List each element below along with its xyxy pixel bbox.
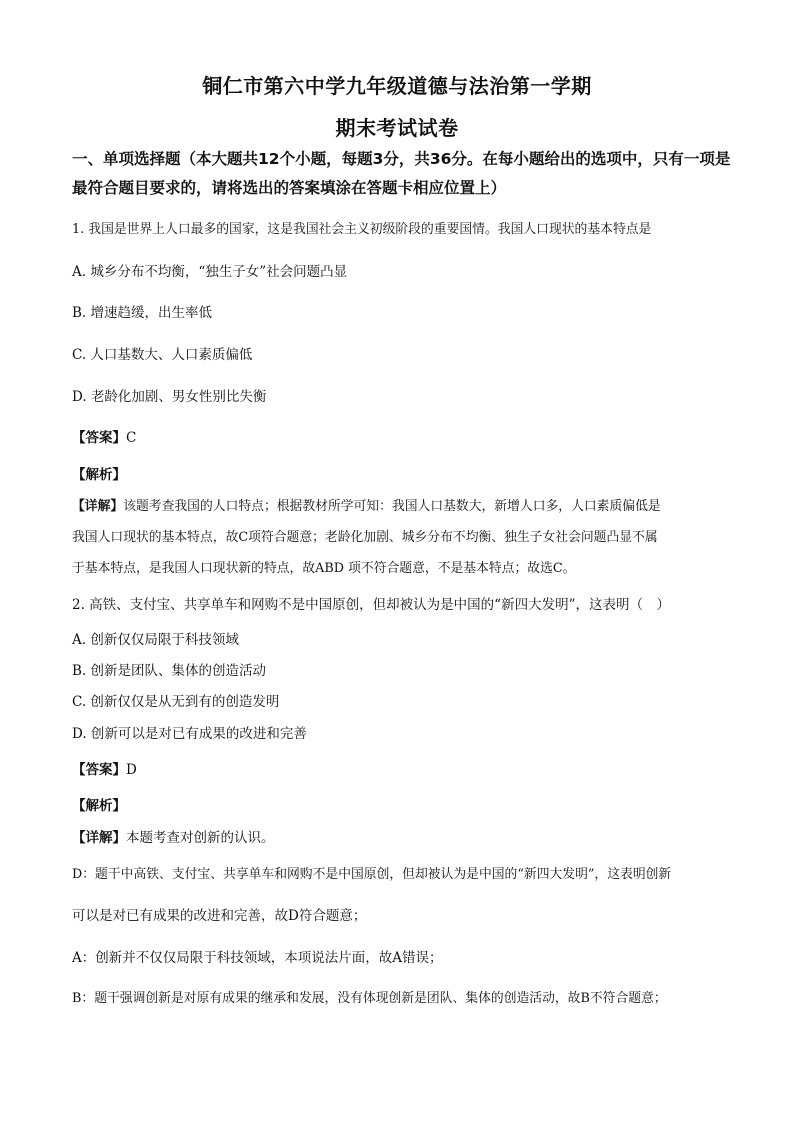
- document-title-line1: 铜仁市第六中学九年级道德与法治第一学期: [202, 74, 592, 98]
- question-1-option-d: D. 老龄化加剧、男女性别比失衡: [72, 389, 267, 405]
- question-2-detail-line-3: A：创新并不仅仅局限于科技领域，本项说法片面，故A错误；: [72, 950, 443, 966]
- analysis-tag: 【解析】: [72, 467, 126, 483]
- question-1-option-b: B. 增速趋缓，出生率低: [72, 305, 213, 321]
- question-1-answer: [72, 426, 136, 446]
- question-1-detail-line-2: 我国人口现状的基本特点，故C项符合题意；老龄化加剧、城乡分布不均衡、独生子女社会问题凸显不属: [72, 530, 658, 545]
- detail-text: 本题考查对创新的认识。: [126, 830, 275, 846]
- question-2-detail-intro: [72, 826, 275, 846]
- answer-value: D: [126, 762, 137, 778]
- question-2-option-b: B. 创新是团队、集体的创造活动: [72, 663, 267, 679]
- document-title-line2: 期末考试试卷: [335, 116, 459, 140]
- question-2-answer: [72, 758, 137, 778]
- question-2-option-c: C. 创新仅仅是从无到有的创造发明: [72, 694, 280, 710]
- answer-value: C: [126, 430, 137, 446]
- section-heading: 一、单项选择题（本大题共12个小题，每题3分，共36分。在每小题给出的选项中，只有一项是最符合题目要求的，请将选出的答案填涂在答题卡相应位置上）: [72, 150, 731, 197]
- detail-tag: 【详解】: [72, 830, 126, 846]
- question-2-analysis-tag: [72, 794, 126, 814]
- detail-tag: 【详解】: [72, 499, 124, 514]
- question-1-option-a: A. 城乡分布不均衡，“独生子女”社会问题凸显: [72, 264, 348, 280]
- answer-tag: 【答案】: [72, 762, 126, 778]
- question-2-option-d: D. 创新可以是对已有成果的改进和完善: [72, 726, 307, 742]
- question-1-option-c: C. 人口基数大、人口素质偏低: [72, 347, 253, 363]
- question-2-detail-line-1: D：题干中高铁、支付宝、共享单车和网购不是中国原创，但却被认为是中国的“新四大发明”，这表明创新: [72, 867, 672, 882]
- question-1-detail-line-3: 于基本特点，是我国人口现状新的特点，故ABD 项不符合题意，不是基本特点；故选C。: [72, 561, 576, 576]
- question-2-stem: 2. 高铁、支付宝、共享单车和网购不是中国原创，但却被认为是中国的“新四大发明”，这表明（ ）: [72, 597, 670, 613]
- question-1-stem: 1. 我国是世界上人口最多的国家，这是我国社会主义初级阶段的重要国情。我国人口现状的基本特点是: [72, 222, 652, 237]
- question-2-option-a: A. 创新仅仅局限于科技领域: [72, 632, 239, 648]
- detail-text: 该题考查我国的人口特点；根据教材所学可知：我国人口基数大，新增人口多，人口素质偏低是: [123, 499, 661, 514]
- question-2-detail-line-2: 可以是对已有成果的改进和完善，故D符合题意；: [72, 908, 367, 924]
- question-1-analysis-tag: [72, 463, 126, 483]
- question-2-detail-line-4: B：题干强调创新是对原有成果的继承和发展，没有体现创新是团队、集体的创造活动，故B不符合题意；: [72, 991, 667, 1006]
- question-1-detail-line-1: [72, 495, 661, 514]
- answer-tag: 【答案】: [72, 430, 126, 446]
- analysis-tag: 【解析】: [72, 798, 126, 814]
